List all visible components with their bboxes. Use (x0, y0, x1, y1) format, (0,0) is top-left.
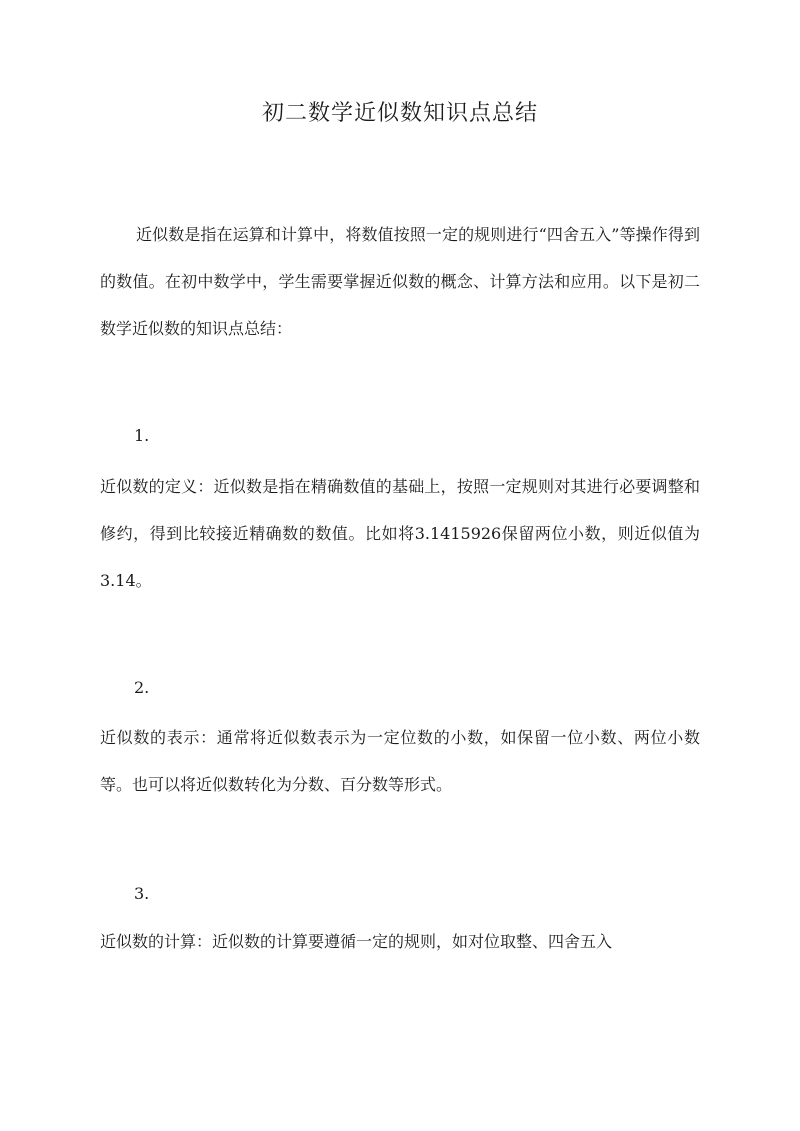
intro-paragraph: 近似数是指在运算和计算中，将数值按照一定的规则进行“四舍五入”等操作得到的数值。在初中数学中，学生需要掌握近似数的概念、计算方法和应用。以下是初二数学近似数的知识点总结： (100, 225, 700, 338)
section-text-3: 近似数的计算：近似数的计算要遵循一定的规则，如对位取整、四舍五入 (100, 932, 613, 951)
section-number-1: 1. (134, 426, 150, 445)
section-number-3: 3. (134, 884, 150, 903)
section-text-1: 近似数的定义：近似数是指在精确数值的基础上，按照一定规则对其进行必要调整和修约，得到比较接近精确数的数值。比如将3.1415926保留两位小数，则近似值为3.14。 (100, 477, 700, 590)
page-title: 初二数学近似数知识点总结 (261, 101, 538, 126)
section-text-2: 近似数的表示：通常将近似数表示为一定位数的小数，如保留一位小数、两位小数等。也可以将近似数转化为分数、百分数等形式。 (100, 728, 700, 794)
section-number-2: 2. (134, 678, 150, 697)
